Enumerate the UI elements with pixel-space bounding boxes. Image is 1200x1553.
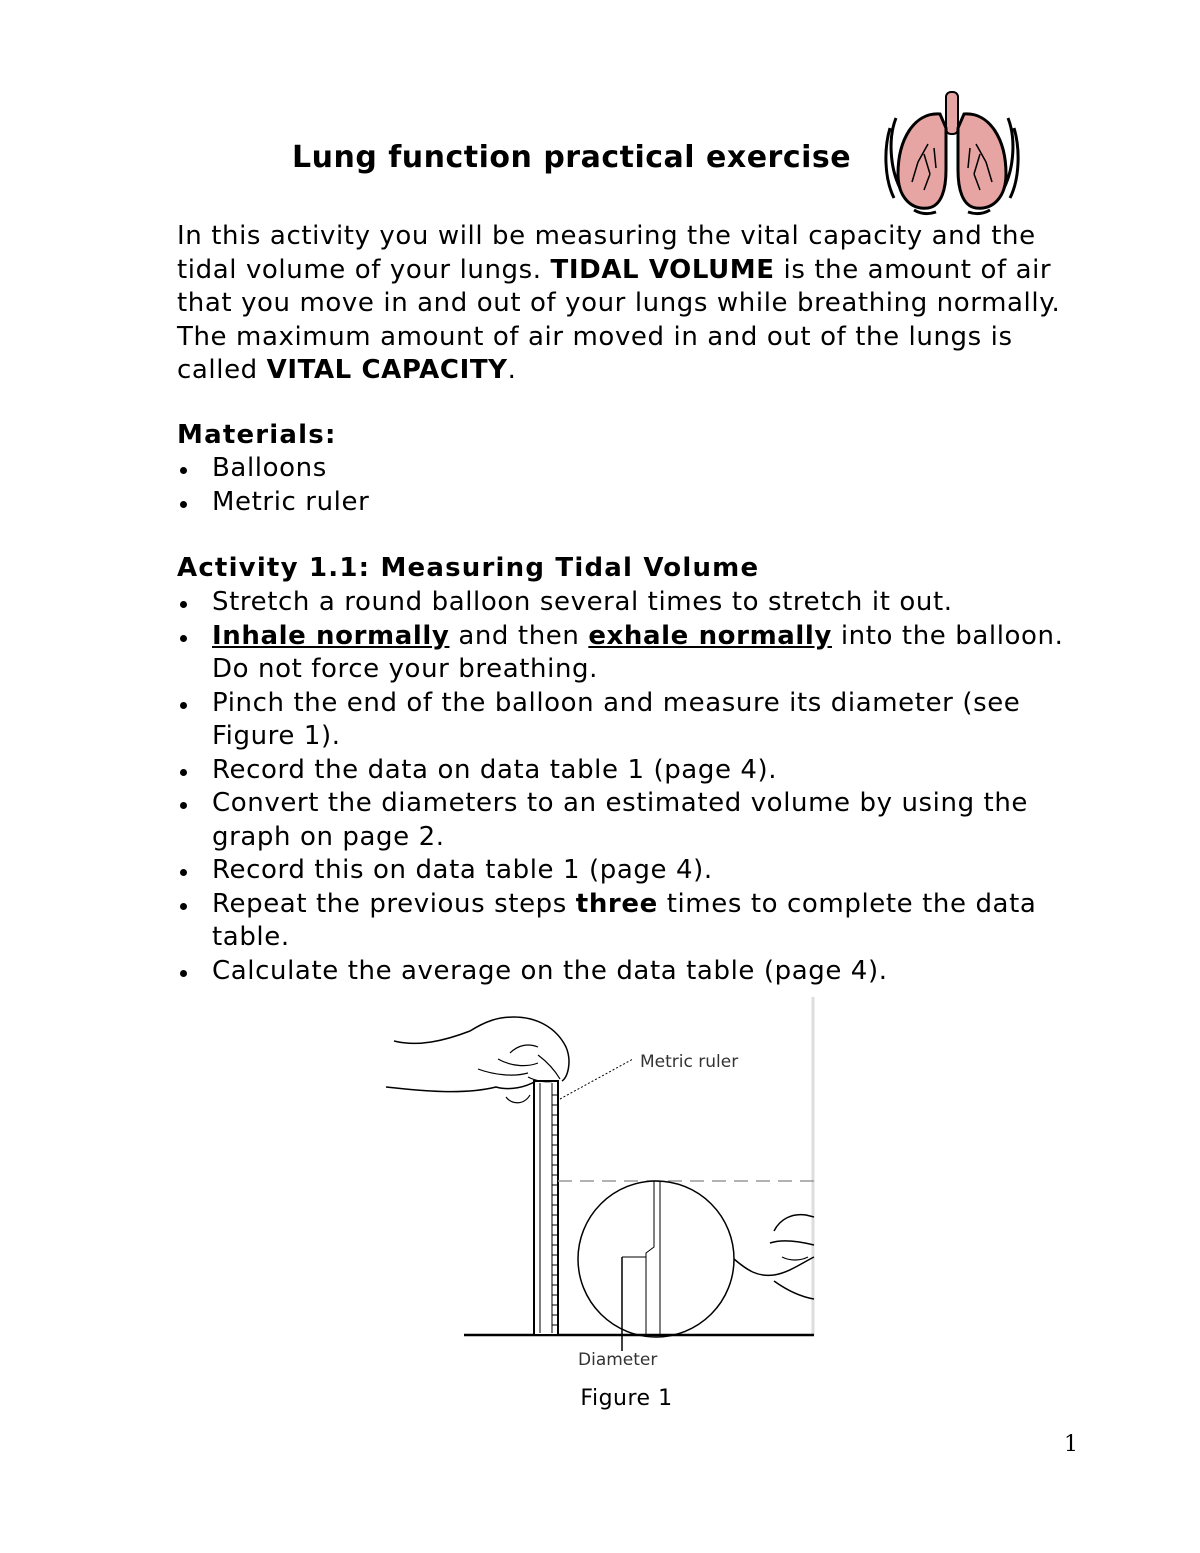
list-item: Convert the diameters to an estimated volume by using the graph on page 2. bbox=[177, 787, 1077, 854]
intro-text-1: In this activity you will be measuring the vital capacity and the tidal volume of your lungs. bbox=[177, 221, 1036, 285]
activity-steps-list bbox=[177, 586, 1077, 988]
step7-post-text: times to complete the data table. bbox=[212, 888, 1037, 952]
list-item: Record this on data table 1 (page 4). bbox=[177, 854, 1077, 888]
tidal-volume-term: TIDAL VOLUME bbox=[550, 254, 775, 285]
list-item bbox=[177, 620, 1077, 687]
diameter-label: Diameter bbox=[578, 1350, 658, 1370]
page-number: 1 bbox=[1064, 1432, 1078, 1457]
lungs-illustration-icon bbox=[884, 88, 1020, 218]
list-item: Metric ruler bbox=[177, 486, 1077, 520]
balloon-outline bbox=[578, 1181, 734, 1337]
measurement-card-drawing bbox=[622, 1181, 660, 1335]
metric-ruler-drawing bbox=[534, 1081, 558, 1335]
intro-paragraph bbox=[177, 220, 1077, 388]
materials-heading: Materials: bbox=[177, 420, 337, 450]
list-item bbox=[177, 888, 1077, 955]
balloon-measurement-figure bbox=[378, 995, 818, 1375]
list-item: Calculate the average on the data table (page 4). bbox=[177, 955, 1077, 989]
ruler-leader-line bbox=[560, 1059, 633, 1099]
step2-rest-text: into the balloon. Do not force your breathing. bbox=[212, 620, 1064, 684]
list-item: Balloons bbox=[177, 452, 1077, 486]
hand-pinching-balloon-drawing bbox=[734, 1215, 814, 1299]
step7-pre-text: Repeat the previous steps bbox=[212, 888, 576, 919]
ruler-label: Metric ruler bbox=[640, 1052, 739, 1072]
three-emphasis: three bbox=[575, 888, 658, 919]
inhale-normally-emphasis: Inhale normally bbox=[212, 620, 450, 651]
vital-capacity-term: VITAL CAPACITY bbox=[266, 355, 508, 385]
list-item: Stretch a round balloon several times to stretch it out. bbox=[177, 586, 1077, 620]
materials-list bbox=[177, 452, 1077, 519]
list-item: Record the data on data table 1 (page 4). bbox=[177, 754, 1077, 788]
figure-caption: Figure 1 bbox=[580, 1386, 673, 1411]
page-title: Lung function practical exercise bbox=[292, 140, 852, 175]
step2-mid-text: and then bbox=[449, 620, 589, 651]
intro-text-2: is the amount of air that you move in and out of your lungs while breathing normally. The maximum amount of air moved in and out of the lungs is called bbox=[177, 254, 1061, 385]
intro-text-3: . bbox=[507, 355, 517, 385]
activity-heading: Activity 1.1: Measuring Tidal Volume bbox=[177, 553, 760, 583]
list-item: Pinch the end of the balloon and measure its diameter (see Figure 1). bbox=[177, 687, 1077, 754]
exhale-normally-emphasis: exhale normally bbox=[588, 620, 832, 651]
